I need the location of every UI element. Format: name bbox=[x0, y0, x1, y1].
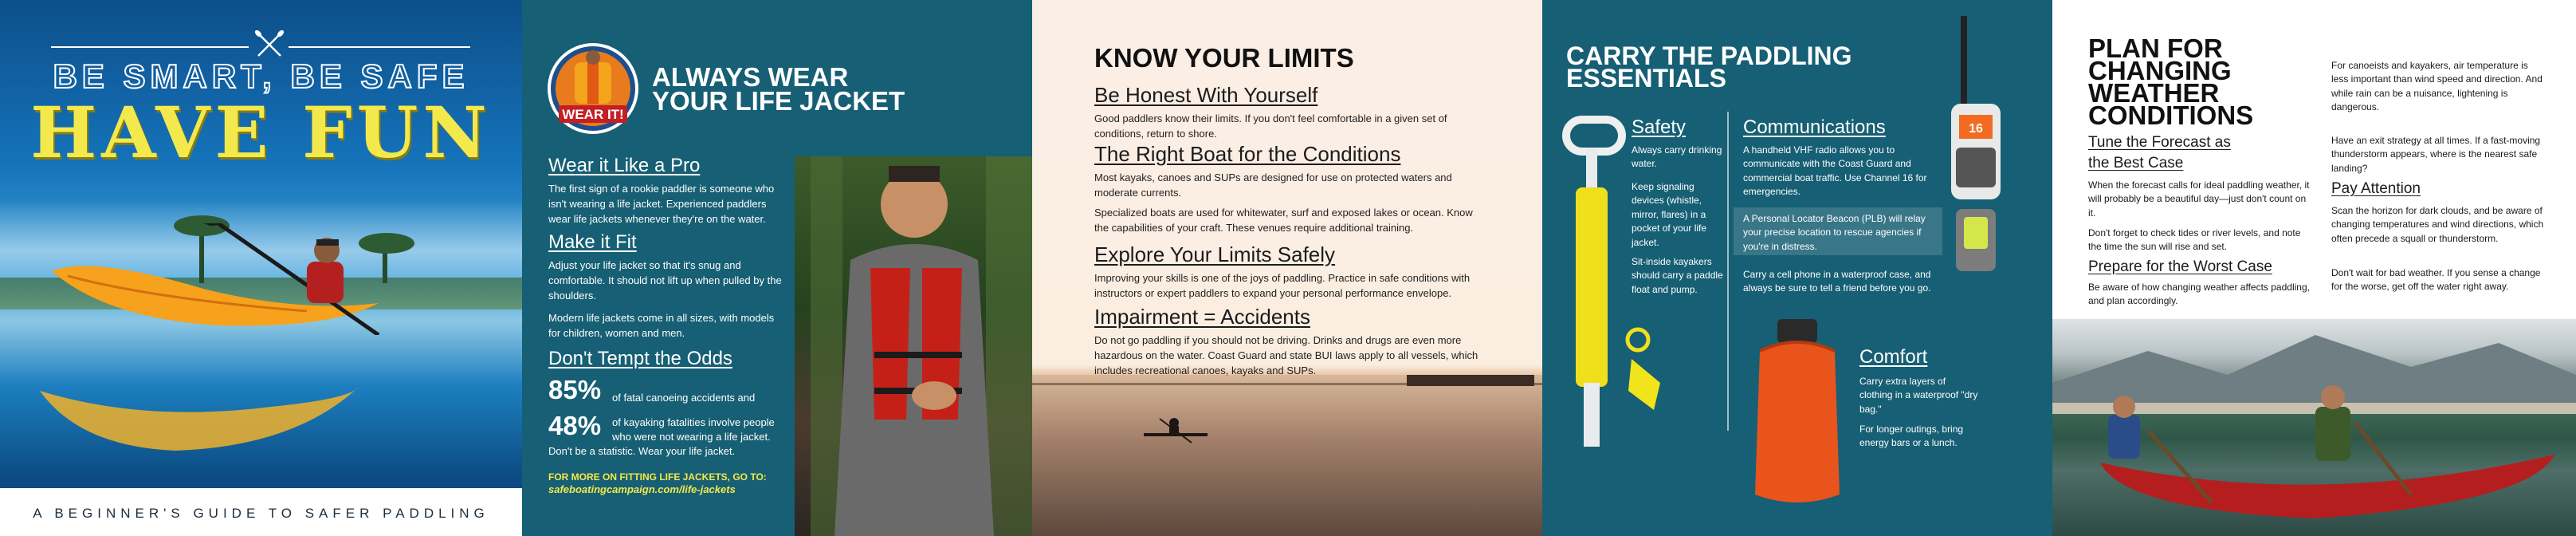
crossed-paddles-icon bbox=[253, 29, 285, 61]
dry-bag-icon bbox=[1745, 319, 1849, 510]
weather-panel bbox=[2052, 0, 2576, 536]
section-body: Keep signaling devices (whistle, mirror, flares) in a pocket of your life jacket. bbox=[1632, 181, 1707, 248]
know-limits-panel bbox=[1032, 0, 1542, 536]
more-info-label: FOR MORE ON FITTING LIFE JACKETS, GO TO: bbox=[548, 471, 767, 483]
stat-text: of kayaking fatalities involve people who were not wearing a life jacket. bbox=[612, 416, 775, 443]
lake-scene bbox=[1032, 375, 1542, 536]
section-body: Don't forget to check tides or river levels, and note the time the sun will rise and set. bbox=[2088, 227, 2301, 253]
section-body: When the forecast calls for ideal paddling weather, it will probably be a beautiful day—just don't count on it. bbox=[2088, 179, 2310, 219]
section-heading: Explore Your Limits Safely bbox=[1094, 242, 1336, 266]
panel-title: WEATHER bbox=[2088, 78, 2220, 108]
section-body: Do not go paddling if you should not be driving. Drinks and drugs are even more hazardous on the water. Coast Guard and state BUI laws apply to all vessels, which includes recreational canoes, kayaks and SUPs. bbox=[1094, 334, 1478, 376]
panel-title: CHANGING bbox=[2088, 56, 2232, 85]
section-body: A Personal Locator Beacon (PLB) will relay your precise location to rescue agencies if you're in distress. bbox=[1734, 207, 1942, 255]
section-body: For longer outings, bring energy bars or a lunch. bbox=[1859, 424, 1964, 449]
section-heading: The Right Boat for the Conditions bbox=[1094, 142, 1401, 166]
life-jacket-panel bbox=[522, 0, 1032, 536]
stat-text: of fatal canoeing accidents and bbox=[612, 392, 756, 404]
section-body: Don't wait for bad weather. If you sense a change for the worse, get off the water right away. bbox=[2331, 267, 2541, 293]
stat-number: 48% bbox=[548, 411, 602, 440]
panel-title: YOUR LIFE JACKET bbox=[652, 86, 905, 116]
section-body: Carry a cell phone in a waterproof case, and always be sure to tell a friend before you go. bbox=[1743, 269, 1931, 294]
section-heading: Tune the Forecast as bbox=[2088, 134, 2231, 151]
panel-title: CARRY THE PADDLING bbox=[1566, 41, 1852, 70]
bilge-pump-icon bbox=[1558, 112, 1630, 463]
section-body: For canoeists and kayakers, air temperature is less important than wind speed and direction. And while rain can be a nuisance, lightening is dangerous. bbox=[2331, 60, 2543, 113]
canoe-scene bbox=[2052, 319, 2576, 536]
life-jacket-photo-illustration bbox=[795, 156, 1032, 536]
section-heading: Communications bbox=[1743, 116, 1886, 138]
section-body: Be aware of how changing weather affects paddling, and plan accordingly. bbox=[2088, 282, 2310, 307]
column-divider bbox=[1727, 112, 1729, 431]
section-body: Specialized boats are used for whitewater, surf and exposed lakes or ocean. Know the capabilities of your craft. These venues require additional training. bbox=[1094, 207, 1473, 234]
section-heading: Safety bbox=[1632, 116, 1687, 138]
stat-number: 85% bbox=[548, 375, 602, 404]
kayaker-illustration bbox=[44, 223, 387, 335]
section-heading: Wear it Like a Pro bbox=[548, 155, 701, 176]
logo-text: WEAR IT! bbox=[562, 107, 624, 122]
more-info-link[interactable]: safeboatingcampaign.com/life-jackets bbox=[548, 483, 736, 495]
section-body: Carry extra layers of clothing in a waterproof "dry bag." bbox=[1859, 376, 1978, 415]
section-body: Always carry drinking water. bbox=[1632, 144, 1722, 170]
cover-headline: HAVE FUN bbox=[30, 91, 492, 174]
section-body: A handheld VHF radio allows you to communicate with the Coast Guard and commercial boat traffic. Use Channel 16 for emergencies. bbox=[1743, 144, 1927, 198]
whistle-icon bbox=[1622, 327, 1670, 415]
essentials-panel bbox=[1542, 0, 2052, 536]
wear-it-logo bbox=[546, 41, 640, 136]
tagline: BE SMART, BE SAFE bbox=[53, 57, 469, 95]
section-heading: the Best Case bbox=[2088, 155, 2184, 171]
section-body: Improving your skills is one of the joys of paddling. Practice in safe conditions with instructors or expert paddlers to expand your personal performance envelope. bbox=[1094, 272, 1471, 299]
section-heading: Be Honest With Yourself bbox=[1094, 83, 1318, 107]
section-heading: Make it Fit bbox=[548, 231, 637, 253]
panel-title: ESSENTIALS bbox=[1566, 64, 1726, 93]
lake-photo bbox=[1032, 375, 1542, 536]
kayak-reflection bbox=[32, 375, 367, 471]
section-body: Scan the horizon for dark clouds, and be aware of changing temperatures and wind directions, which often precede a squall or thunderstorm. bbox=[2331, 205, 2544, 244]
stat-tail: Don't be a statistic. Wear your life jacket. bbox=[548, 445, 736, 457]
section-body: Sit-inside kayakers should carry a paddle float and pump. bbox=[1632, 256, 1723, 295]
section-body: Most kayaks, canoes and SUPs are designed for use on protected waters and moderate currents. bbox=[1094, 171, 1452, 199]
cover-panel bbox=[0, 0, 522, 536]
vhf-radio-icon bbox=[1945, 16, 2009, 303]
section-body: Good paddlers know their limits. If you don't feel comfortable in a given set of conditions, return to shore. bbox=[1094, 112, 1447, 140]
canoe-photo bbox=[2052, 319, 2576, 536]
cover-footer-text: A BEGINNER'S GUIDE TO SAFER PADDLING bbox=[33, 506, 489, 521]
panel-title: CONDITIONS bbox=[2088, 100, 2254, 130]
section-heading: Impairment = Accidents bbox=[1094, 305, 1310, 329]
section-body: Have an exit strategy at all times. If a fast-moving thunderstorm appears, where is the nearest safe landing? bbox=[2331, 135, 2541, 174]
panel-title: ALWAYS WEAR bbox=[652, 62, 849, 92]
section-body: The first sign of a rookie paddler is someone who isn't wearing a life jacket. Experienced paddlers wear life jackets whenever they're on the water. bbox=[548, 183, 775, 225]
section-heading: Prepare for the Worst Case bbox=[2088, 258, 2272, 275]
divider-line bbox=[51, 46, 249, 48]
paddler-photo bbox=[795, 156, 1032, 536]
radio-display: 16 bbox=[1969, 122, 1983, 136]
section-heading: Don't Tempt the Odds bbox=[548, 348, 732, 369]
section-heading: Pay Attention bbox=[2331, 180, 2421, 197]
section-body: Modern life jackets come in all sizes, with models for children, women and men. bbox=[548, 312, 775, 339]
panel-title: KNOW YOUR LIMITS bbox=[1094, 43, 1354, 73]
divider-line bbox=[289, 46, 470, 48]
panel-title: PLAN FOR bbox=[2088, 34, 2223, 63]
section-body: Adjust your life jacket so that it's snug and comfortable. It should not lift up when pulled by the shoulders. bbox=[548, 259, 782, 302]
section-heading: Comfort bbox=[1859, 346, 1928, 368]
